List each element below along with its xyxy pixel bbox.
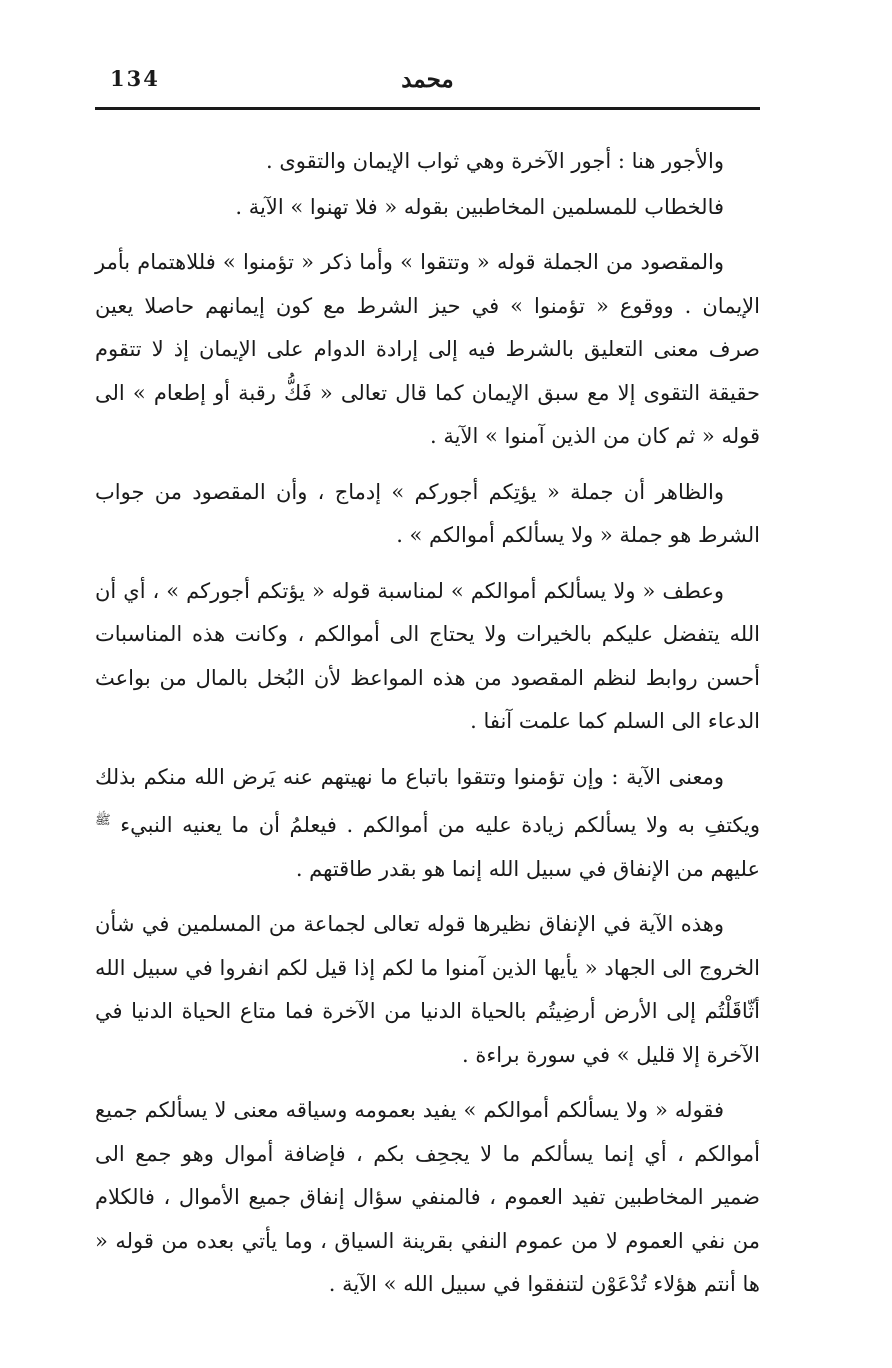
paragraph-6-text: ومعنى الآية : وإن تؤمنوا وتتقوا باتباع ما نهيتهم عنه يَرض الله منكم بذلك ويكتفِ به ولا يسألكم زيادة عليه من أموالكم . فيعلمُ أن ما يعنيه النبيء <box>95 764 760 837</box>
paragraph-6-continuation: عليهم من الإنفاق في سبيل الله إنما هو بقدر طاقتهم . <box>295 856 760 881</box>
paragraph-1: والأجور هنا : أجور الآخرة وهي ثواب الإيمان والتقوى . <box>265 149 724 173</box>
paragraph-8: فقوله « ولا يسألكم أموالكم » يفيد بعمومه وسياقه معنى لا يسألكم جميع أموالكم ، أي إنما يسألكم ما لا يجحِف بكم ، فإضافة أموال وهو جمع الى ضمير المخاطبين تفيد العموم ، فالمنفي سؤال إنفاق جميع الأموال ، فالكلام من نفي العموم لا من عموم النفي بقرينة السياق ، وما يأتي بعده من قوله « ها أنتم هؤلاء تُدْعَوْن لتنفقوا في سبيل الله » الآية . <box>95 1098 760 1296</box>
running-title: محمد <box>401 66 454 93</box>
page-header <box>95 62 760 104</box>
page-body <box>95 140 760 1319</box>
header-rule <box>95 107 760 110</box>
paragraph-6 <box>95 756 760 892</box>
paragraph-4: والظاهر أن جملة « يؤتِكم أجوركم » إدماج ، وأن المقصود من جواب الشرط هو جملة « ولا يسألكم أموالكم » . <box>95 479 760 547</box>
page-number: 134 <box>110 66 160 91</box>
paragraph-7: وهذه الآية في الإنفاق نظيرها قوله تعالى لجماعة من المسلمين في شأن الخروج الى الجهاد « يأيها الذين آمنوا ما لكم إذا قيل لكم انفروا في سبيل الله أثّاقَلْتُم إلى الأرض أرضِيتُم بالحياة الدنيا من الآخرة فما متاع الحياة الدنيا في الآخرة إلا قليل » في سورة براءة . <box>95 912 760 1067</box>
paragraph-2: فالخطاب للمسلمين المخاطبين بقوله « فلا تهنوا » الآية . <box>235 194 724 219</box>
honorific-glyph: ﷺ <box>95 813 111 828</box>
paragraph-5: وعطف « ولا يسألكم أموالكم » لمناسبة قوله « يؤتكم أجوركم » ، أي أن الله يتفضل عليكم بالخيرات ولا يحتاج الى أموالكم ، وكانت هذه المناسبات أحسن روابط لنظم المقصود من هذه المواعظ لأن البُخل بالمال من بواعث الدعاء الى السلم كما علمت آنفا . <box>95 578 760 733</box>
paragraph-3: والمقصود من الجملة قوله « وتتقوا » وأما ذكر « تؤمنوا » فللاهتمام بأمر الإيمان . ووقوع « تؤمنوا » في حيز الشرط مع كون إيمانهم حاصلا يعين صرف معنى التعليق بالشرط فيه إلى إرادة الدوام على الإيمان إذ لا تتقوم حقيقة التقوى إلا مع سبق الإيمان كما قال تعالى « فَكُّ رقبة أو إطعام » الى قوله « ثم كان من الذين آمنوا » الآية . <box>95 250 760 448</box>
